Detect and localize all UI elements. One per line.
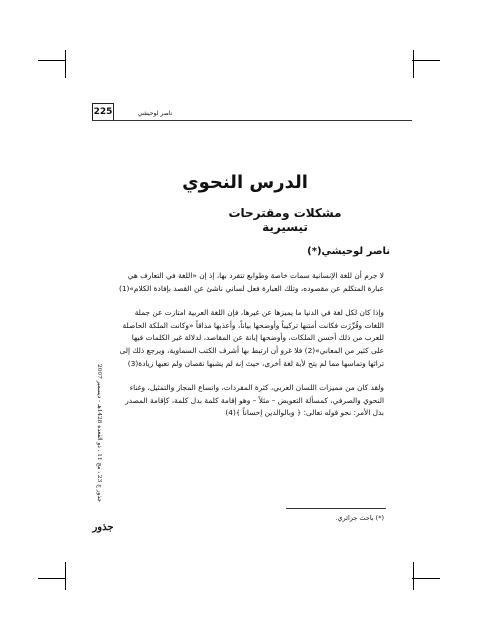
article-subtitle: مشكلات ومقترحات تيسيرية	[228, 206, 342, 234]
paragraph: لا جرم أن للغة الإنسانية سمات خاصة وطوابع تتفرد بها، إذ إن «اللغة في التعارف هي عبارة المتكلم عن مقصوده، وتلك العبارة فعل لساني ناشئ عن القصد بإفادة الكلام»(1)	[118, 271, 384, 293]
crop-mark	[412, 578, 440, 579]
crop-mark	[65, 562, 66, 590]
crop-mark	[38, 60, 66, 61]
paragraph: ولقد كان من مميزات اللسان العربي، كثرة المفردات، واتساع المجاز والتمثيل، وغناء النحوي والصرفي، كمسألة التعويض – مثلاً – وهو إقامة كلمة بدل كلمة، كإقامة المصدر بدل الأمر: نحو قوله تعالى: ﴿ وبالوالدين إحساناً ﴾(4)	[125, 383, 384, 418]
crop-mark	[65, 50, 66, 78]
crop-mark	[413, 50, 414, 78]
article-author: ناصر لوحيشي(*)	[307, 246, 390, 257]
page-number: 225	[92, 103, 114, 121]
journal-side-label	[92, 350, 106, 516]
footnote: (*) باحث جزائري.	[335, 514, 384, 522]
footnote-divider	[286, 508, 386, 509]
running-author: ناصر لوحيشي	[137, 110, 173, 117]
crop-mark	[412, 60, 440, 61]
header-divider	[92, 120, 412, 121]
article-body	[118, 270, 384, 432]
journal-logo: جذور	[92, 522, 114, 533]
crop-mark	[38, 578, 66, 579]
article-title: الدرس النحوي	[182, 172, 308, 193]
paragraph: وإذا كان لكل لغة في الدنيا ما يميزها عن غيرها، فإن اللغة العربية امتازت عن جملة اللغات وقُرِّرَت فكانت أمتنها تركيباً وأوضحها بياناً، وأعذبها مذاقاً «وكانت الملكة الحاصلة للعرب من ذلك أحسن الملكات، وأوضحها إبانة عن المقاصد، لدلالة غير الكلمات فيها على كثير من المعاني»(2) فلا غرو أن ارتبط بها أشرف الكتب السماوية، ويرجع ذلك إلى تراثها وتماسها مما لم يتح لأية لغة أخرى، حيث إنه لم يشبها نقصان ولم تعبها زيادة(3)	[119, 308, 384, 368]
journal-side-text: جذور ج 23 ، مج 11 ، ذو القعدة 1428هـ - ديسمبر 2007	[96, 364, 102, 502]
crop-mark	[413, 562, 414, 590]
